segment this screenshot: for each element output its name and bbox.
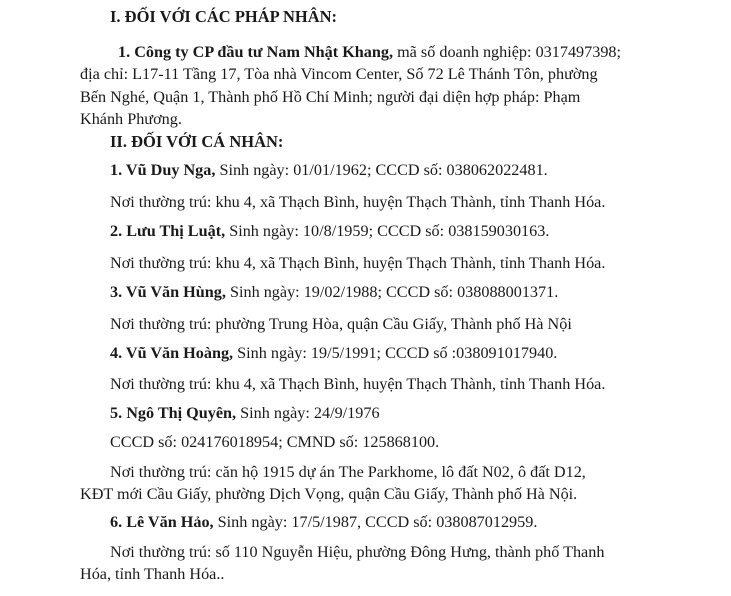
entity-address-line-1: địa chỉ: L17-11 Tầng 17, Tòa nhà Vincom Center, Số 72 Lê Thánh Tôn, phường (80, 65, 598, 83)
person-1-name: 1. Vũ Duy Nga, (110, 161, 216, 179)
person-1-line (110, 160, 548, 180)
person-3-line (110, 282, 558, 302)
person-5-info: Sinh ngày: 24/9/1976 (236, 404, 380, 422)
person-2-info: Sinh ngày: 10/8/1959; CCCD số: 038159030163. (225, 222, 550, 240)
entity-tax-code: mã số doanh nghiệp: 0317497398; (393, 43, 621, 61)
person-2-name: 2. Lưu Thị Luật, (110, 222, 226, 240)
person-3-info: Sinh ngày: 19/02/1988; CCCD số: 038088001371. (225, 283, 559, 301)
person-4-line (110, 343, 557, 363)
person-4-residence: Nơi thường trú: khu 4, xã Thạch Bình, huyện Thạch Thành, tỉnh Thanh Hóa. (110, 375, 606, 393)
section1-heading: I. ĐỐI VỚI CÁC PHÁP NHÂN: (110, 7, 338, 26)
entity-name: 1. Công ty CP đầu tư Nam Nhật Khang, (118, 43, 394, 61)
person-3-name: 3. Vũ Văn Hùng, (110, 283, 226, 301)
section2-heading: II. ĐỐI VỚI CÁ NHÂN: (110, 132, 284, 151)
person-4-name: 4. Vũ Văn Hoàng, (110, 344, 234, 362)
person-4-info: Sinh ngày: 19/5/1991; CCCD số :038091017940. (233, 344, 558, 362)
person-6-residence-line-1: Nơi thường trú: số 110 Nguyễn Hiệu, phường Đông Hưng, thành phố Thanh (110, 543, 605, 561)
person-5-name: 5. Ngô Thị Quyên, (110, 404, 237, 422)
person-5-line (110, 403, 380, 423)
person-2-residence: Nơi thường trú: khu 4, xã Thạch Bình, huyện Thạch Thành, tỉnh Thanh Hóa. (110, 254, 606, 272)
person-6-info: Sinh ngày: 17/5/1987, CCCD số: 038087012959. (213, 513, 538, 531)
person-2-line (110, 221, 549, 241)
entity-line-1 (118, 42, 621, 62)
person-3-residence: Nơi thường trú: phường Trung Hòa, quận Cầu Giấy, Thành phố Hà Nội (110, 315, 572, 333)
person-6-name: 6. Lê Văn Hảo, (110, 513, 214, 531)
person-6-residence-line-2: Hóa, tỉnh Thanh Hóa.. (80, 565, 225, 583)
person-5-id: CCCD số: 024176018954; CMND số: 125868100. (110, 433, 440, 451)
entity-address-line-3: Khánh Phương. (80, 110, 182, 128)
person-1-residence: Nơi thường trú: khu 4, xã Thạch Bình, huyện Thạch Thành, tỉnh Thanh Hóa. (110, 193, 606, 211)
person-5-residence-line-2: KĐT mới Cầu Giấy, phường Dịch Vọng, quận Cầu Giấy, Thành phố Hà Nội. (80, 485, 578, 503)
entity-address-line-2: Bến Nghé, Quận 1, Thành phố Hồ Chí Minh; người đại diện hợp pháp: Phạm (80, 88, 581, 106)
person-6-line (110, 512, 537, 532)
person-5-residence-line-1: Nơi thường trú: căn hộ 1915 dự án The Parkhome, lô đất N02, ô đất D12, (110, 463, 586, 481)
person-1-info: Sinh ngày: 01/01/1962; CCCD số: 038062022481. (215, 161, 548, 179)
